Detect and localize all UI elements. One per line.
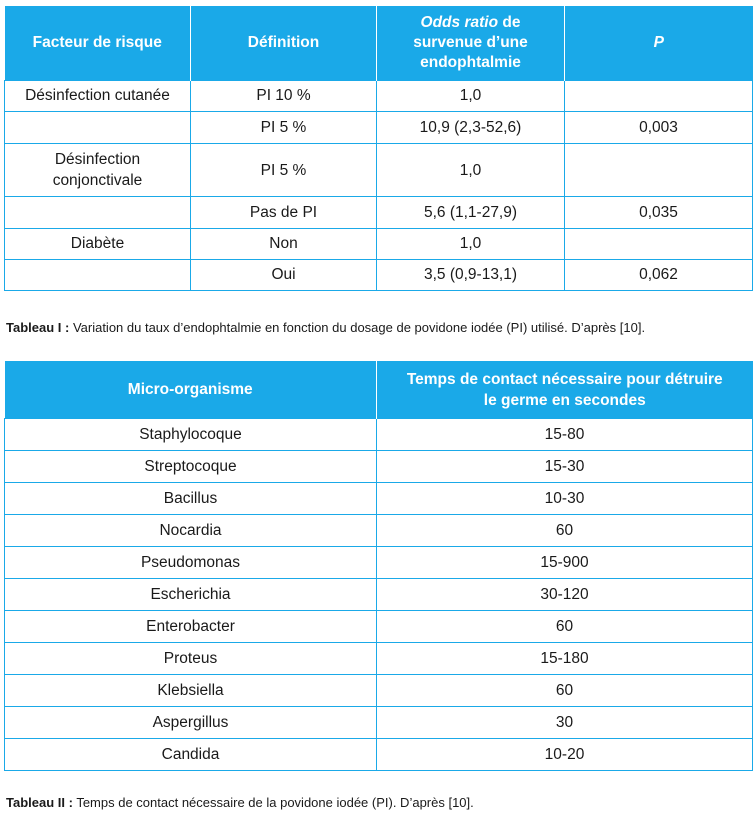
cell-time: 15-80 — [377, 419, 753, 451]
cell-time: 30-120 — [377, 579, 753, 611]
cell-odds: 1,0 — [377, 229, 565, 260]
cell-organism: Bacillus — [5, 483, 377, 515]
contact-time-table — [4, 361, 753, 771]
cell-organism: Escherichia — [5, 579, 377, 611]
risk-factor-table — [4, 6, 753, 291]
header-odds-ratio — [377, 6, 565, 81]
cell-factor — [5, 260, 191, 291]
cell-definition: PI 10 % — [191, 81, 377, 112]
header-p-value: P — [565, 6, 753, 81]
cell-factor-line1: Désinfection — [54, 151, 141, 168]
cell-time: 10-20 — [377, 739, 753, 771]
cell-time: 60 — [377, 675, 753, 707]
cell-definition: Oui — [191, 260, 377, 291]
table2-caption — [6, 795, 474, 810]
cell-definition: PI 5 % — [191, 112, 377, 144]
header-contact-time-line2: le germe en secondes — [483, 391, 646, 409]
cell-p — [565, 229, 753, 260]
header-odds-ratio-line3: endophtalmie — [420, 54, 521, 71]
table-row — [5, 483, 753, 515]
cell-factor — [5, 112, 191, 144]
cell-organism: Pseudomonas — [5, 547, 377, 579]
table-row — [5, 611, 753, 643]
cell-organism: Streptocoque — [5, 451, 377, 483]
table1-caption-text: Variation du taux d’endophtalmie en fonction du dosage de povidone iodée (PI) utilisé. D’après [10]. — [69, 320, 646, 335]
cell-odds: 5,6 (1,1-27,9) — [377, 197, 565, 229]
cell-time: 30 — [377, 707, 753, 739]
table-row — [5, 144, 753, 197]
cell-definition: PI 5 % — [191, 144, 377, 197]
header-odds-ratio-italic: Odds ratio — [420, 14, 499, 31]
cell-time: 10-30 — [377, 483, 753, 515]
cell-organism: Nocardia — [5, 515, 377, 547]
table-row — [5, 197, 753, 229]
table-row — [5, 707, 753, 739]
cell-p — [565, 81, 753, 112]
cell-p: 0,003 — [565, 112, 753, 144]
table-row — [5, 81, 753, 112]
cell-time: 60 — [377, 515, 753, 547]
cell-factor: Désinfection cutanée — [5, 81, 191, 112]
cell-p — [565, 144, 753, 197]
cell-time: 15-180 — [377, 643, 753, 675]
cell-time: 15-30 — [377, 451, 753, 483]
header-odds-ratio-suffix: de — [498, 14, 521, 31]
cell-factor — [5, 144, 191, 197]
cell-organism: Enterobacter — [5, 611, 377, 643]
cell-organism: Proteus — [5, 643, 377, 675]
table-row — [5, 112, 753, 144]
cell-factor-line2: conjonctivale — [52, 172, 143, 189]
table1-caption — [6, 320, 645, 335]
table2-caption-text: Temps de contact nécessaire de la povidone iodée (PI). D’après [10]. — [72, 795, 474, 810]
table-row — [5, 515, 753, 547]
cell-organism: Staphylocoque — [5, 419, 377, 451]
table2-caption-label: Tableau II : — [6, 795, 73, 810]
table-row — [5, 547, 753, 579]
table-row — [5, 739, 753, 771]
cell-factor: Diabète — [5, 229, 191, 260]
cell-p: 0,062 — [565, 260, 753, 291]
cell-definition: Non — [191, 229, 377, 260]
cell-time: 15-900 — [377, 547, 753, 579]
table-row — [5, 260, 753, 291]
table-row — [5, 579, 753, 611]
table2-header-row — [5, 361, 753, 419]
header-risk-factor: Facteur de risque — [5, 6, 191, 81]
table-row — [5, 419, 753, 451]
table1-header-row — [5, 6, 753, 81]
cell-factor — [5, 197, 191, 229]
cell-odds: 3,5 (0,9-13,1) — [377, 260, 565, 291]
cell-organism: Klebsiella — [5, 675, 377, 707]
header-micro-organism: Micro-organisme — [5, 361, 377, 419]
cell-definition: Pas de PI — [191, 197, 377, 229]
table-row — [5, 643, 753, 675]
cell-organism: Aspergillus — [5, 707, 377, 739]
header-contact-time-line1: Temps de contact nécessaire pour détruire — [406, 370, 723, 388]
cell-time: 60 — [377, 611, 753, 643]
header-contact-time — [377, 361, 753, 419]
header-definition: Définition — [191, 6, 377, 81]
cell-odds: 10,9 (2,3-52,6) — [377, 112, 565, 144]
table1-caption-label: Tableau I : — [6, 320, 70, 335]
cell-organism: Candida — [5, 739, 377, 771]
table-row — [5, 451, 753, 483]
table-row — [5, 229, 753, 260]
table-row — [5, 675, 753, 707]
cell-odds: 1,0 — [377, 144, 565, 197]
header-odds-ratio-line2: survenue d’une — [413, 34, 528, 51]
cell-odds: 1,0 — [377, 81, 565, 112]
cell-p: 0,035 — [565, 197, 753, 229]
